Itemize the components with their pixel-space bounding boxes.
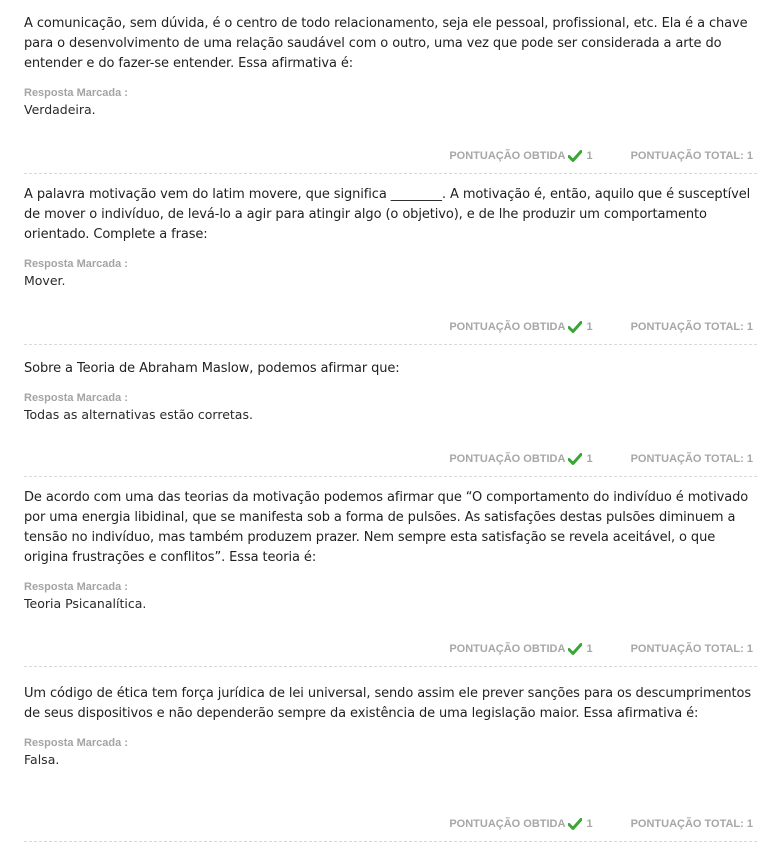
score-obtained-value: 1 [586, 453, 593, 465]
score-obtained-label: PONTUAÇÃO OBTIDA [449, 818, 566, 830]
question-item-3 [24, 359, 757, 477]
score-total: PONTUAÇÃO TOTAL: 1 [630, 453, 753, 465]
score-obtained-value: 1 [586, 321, 593, 333]
score-obtained-value: 1 [586, 818, 593, 830]
score-obtained [449, 320, 592, 334]
question-text: Um código de ética tem força jurídica de lei universal, sendo assim ele prever sanções para os descumprimentos de seus dispositivos e não dependerão sempre da existência de uma legislação maior. Essa afirmativa é: [24, 686, 752, 721]
score-obtained [449, 149, 592, 163]
score-obtained [449, 452, 592, 466]
question-text: De acordo com uma das teorias da motivação podemos afirmar que “O comportamento do indivíduo é motivado por uma energia libidinal, que se manifesta sob a forma de pulsões. As satisfações destas pulsões diminuem a tensão no indivíduo, mas também produzem prazer. Nem sempre esta satisfação se revela aceitável, o que origina frustrações e conflitos”. Essa teoria é: [24, 490, 749, 565]
score-obtained-label: PONTUAÇÃO OBTIDA [449, 643, 566, 655]
answer-value: Mover. [24, 273, 66, 288]
question-text: Sobre a Teoria de Abraham Maslow, podemos afirmar que: [24, 361, 400, 376]
question-item-1 [24, 14, 757, 174]
score-total: PONTUAÇÃO TOTAL: 1 [630, 643, 753, 655]
check-icon [568, 643, 582, 655]
question-item-5 [24, 684, 757, 842]
score-row [449, 320, 753, 334]
answer-label: Resposta Marcada : [24, 87, 128, 99]
question-item-2 [24, 185, 757, 345]
answer-label: Resposta Marcada : [24, 581, 128, 593]
score-obtained [449, 817, 592, 831]
answer-value: Todas as alternativas estão corretas. [24, 407, 253, 422]
score-total: PONTUAÇÃO TOTAL: 1 [630, 321, 753, 333]
score-total: PONTUAÇÃO TOTAL: 1 [630, 818, 753, 830]
check-icon [568, 321, 582, 333]
answer-value: Teoria Psicanalítica. [24, 596, 147, 611]
question-text: A palavra motivação vem do latim movere, que significa ________. A motivação é, então, aquilo que é susceptível de mover o indivíduo, de levá-lo a agir para atingir algo (o objetivo), e de lhe produzir um comportamento orientado. Complete a frase: [24, 187, 751, 242]
score-obtained-label: PONTUAÇÃO OBTIDA [449, 150, 566, 162]
score-obtained-value: 1 [586, 643, 593, 655]
score-obtained-value: 1 [586, 150, 593, 162]
score-row [449, 642, 753, 656]
score-row [449, 817, 753, 831]
question-item-4 [24, 488, 757, 667]
answer-value: Verdadeira. [24, 102, 96, 117]
score-obtained-label: PONTUAÇÃO OBTIDA [449, 453, 566, 465]
score-obtained-label: PONTUAÇÃO OBTIDA [449, 321, 566, 333]
check-icon [568, 818, 582, 830]
score-total: PONTUAÇÃO TOTAL: 1 [630, 150, 753, 162]
question-text: A comunicação, sem dúvida, é o centro de todo relacionamento, seja ele pessoal, profissional, etc. Ela é a chave para o desenvolvimento de uma relação saudável com o outro, uma vez que pode ser considerada a arte do entender e do fazer-se entender. Essa afirmativa é: [24, 16, 748, 71]
score-obtained [449, 642, 592, 656]
answer-label: Resposta Marcada : [24, 737, 128, 749]
check-icon [568, 453, 582, 465]
score-row [449, 452, 753, 466]
answer-label: Resposta Marcada : [24, 392, 128, 404]
answer-label: Resposta Marcada : [24, 258, 128, 270]
check-icon [568, 150, 582, 162]
score-row [449, 149, 753, 163]
answer-value: Falsa. [24, 752, 60, 767]
